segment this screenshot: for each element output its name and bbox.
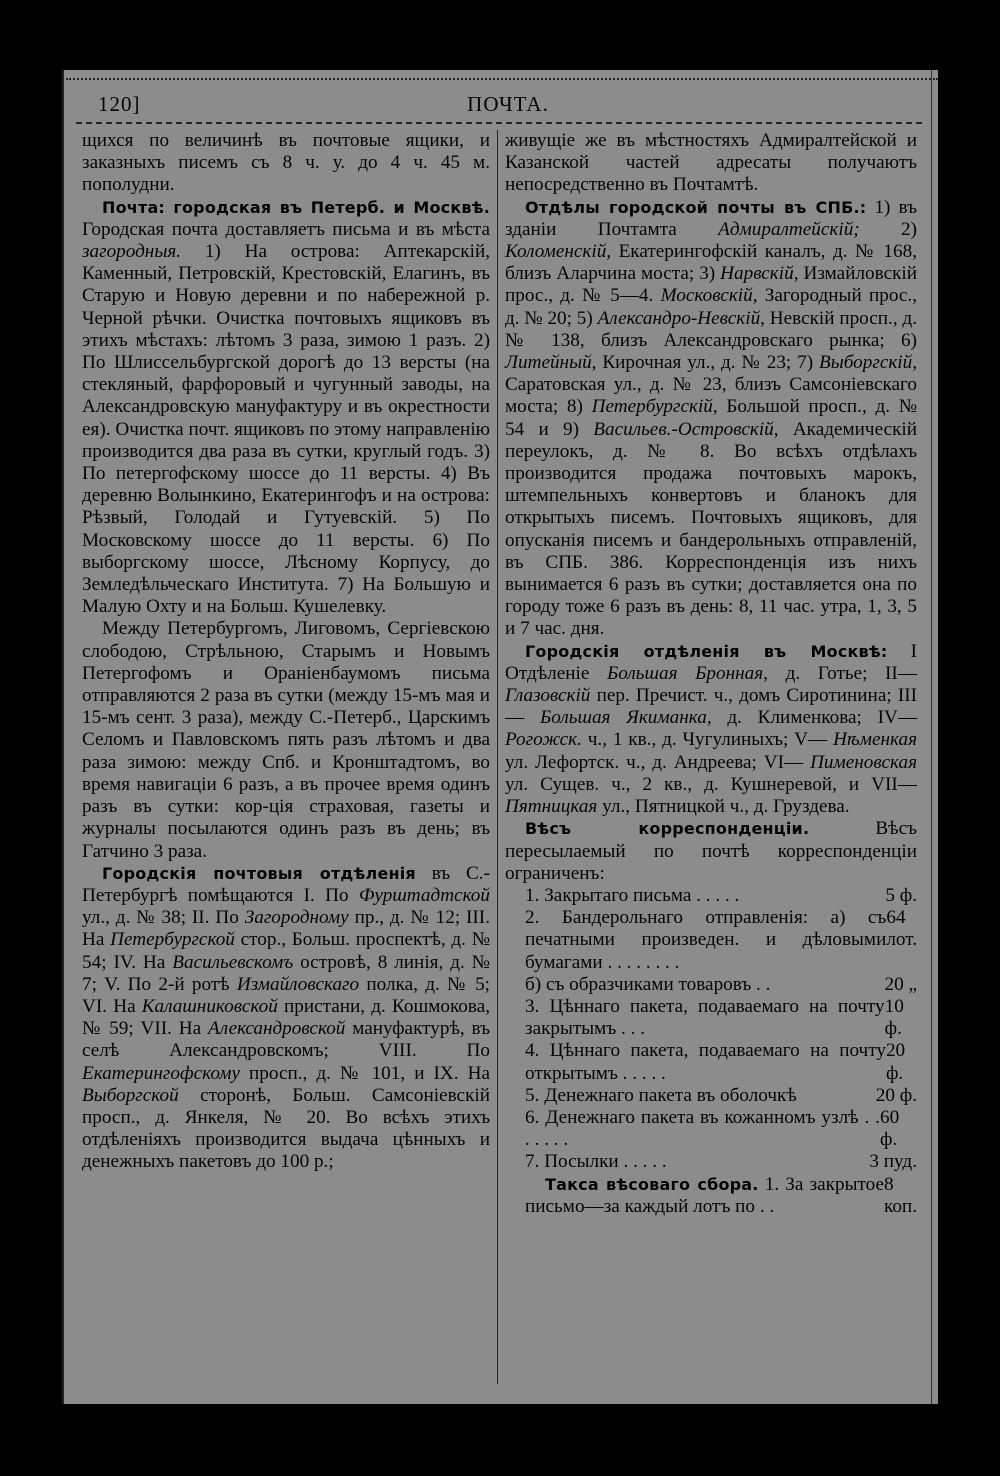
page-title: ПОЧТА. — [467, 92, 549, 116]
column-divider — [497, 130, 498, 1384]
paragraph: Городскія отдѣленія въ Москвѣ: I Отдѣленіе Большая Бронная, д. Готье; II— Глазовскій пер. Пречист. ч., домъ Сиротинина; III— Большая Якиманка, д. Клименкова; IV— Рогожск. ч., 1 кв., д. Чугулиныхъ; V— Нѣменкая ул. Лефортск. ч., д. Андреева; VI— Пименовская ул. Сущев. ч., 2 кв., д. Кушнеревой, и VII— Пятницкая ул., Пятницкой ч., д. Груздева. — [505, 640, 918, 818]
paragraph: Почта: городская въ Петерб. и Москвѣ. Городская почта доставляетъ письма и въ мѣста загородныя. 1) На острова: Аптекарскій, Каменный, Петровскій, Крестовскій, Елагинъ, въ Старую и Новую деревни и по набережной р. Черной рѣчки. Очистка почтовыхъ ящиковъ въ этихъ мѣстахъ: лѣтомъ 3 раза, зимою 1 разъ. 2) По Шлиссельбургской дорогѣ до 13 версты (на стекляный, фарфоровый и чугунный заводы, на Александровскую мануфактуру и въ окрестности ея). Очистка почт. ящиковъ по этому направленію производится два раза въ сутки, круглый годъ. 3) По петергофскому шоссе до 11 версты. 4) Въ деревню Волынкино, Екатерингофъ и на острова: Рѣзвый, Голодай и Гутуевскій. 5) По Московскому шоссе до 11 версты. 6) По выборгскому шоссе, Лѣсному Корпусу, до Земледѣльческаго Института. 7) На Большую и Малую Охту и на Больш. Кушелевку. — [82, 197, 491, 618]
page-right-border — [931, 70, 932, 1404]
list-item: 5. Денежнаго пакета въ оболочкѣ 20 ф. — [525, 1084, 917, 1106]
paragraph: щихся по величинѣ въ почтовые ящики, и заказныхъ писемъ съ 8 ч. у. до 4 ч. 45 м. пополудни. — [82, 130, 490, 196]
paragraph: Такса вѣсоваго сбора. 1. За закрытое письмо—за каждый лотъ по . . 8 коп. — [525, 1173, 917, 1217]
paragraph: Городскія почтовыя отдѣленія въ С.-Петербургѣ помѣщаются I. По Фурштадтской ул., д. № 38; II. По Загородному пр., д. № 12; III. На Петербургской стор., Больш. проспектѣ, д. № 54; IV. На Васильевскомъ островѣ, 8 линія, д. № 7; V. По 2-й ротѣ Измайловскаго полка, д. № 5; VI. На Калашниковской пристани, д. Кошмокова, № 59; VII. На Александровской мануфактурѣ, въ селѣ Александровскомъ; VIII. По Екатерингофскому просп., д. № 101, и IX. На Выборгской сторонѣ, Больш. Самсоніевскій просп., д. Янкеля, № 20. Во всѣхъ этихъ отдѣленіяхъ производится выдача цѣнныхъ и денежныхъ пакетовъ до 100 р.; — [82, 862, 491, 1173]
list-item: 4. Цѣннаго пакета, подаваемаго на почту открытымъ . . . . . 20 ф. — [525, 1040, 906, 1084]
section-heading: Отдѣлы городской почты въ СПБ.: — [525, 197, 867, 217]
list-item: 3. Цѣннаго пакета, подаваемаго на почту закрытымъ . . . 10 ф. — [525, 995, 904, 1040]
book-page — [62, 70, 938, 1404]
list-item: 6. Денежнаго пакета въ кожанномъ узлѣ . . . . . . . 60 ф. — [525, 1106, 900, 1151]
list-item: 2. Бандерольнаго отправленія: а) съ печатными произведен. и дѣловыми бумагами . . . . . . . . 64 лот. — [525, 907, 917, 973]
list-item: 7. Посылки . . . . . 3 пуд. — [525, 1151, 917, 1173]
section-heading: Почта: городская въ Петерб. и Москвѣ. — [102, 197, 490, 217]
list-item: 1. Закрытаго письма . . . . . 5 ф. — [525, 884, 917, 906]
left-column — [82, 130, 490, 1174]
paragraph: живущіе же въ мѣстностяхъ Адмиралтейской и Казанской частей адресаты получаютъ непосредственно въ Почтамтѣ. — [505, 130, 917, 196]
weight-limits-list — [505, 885, 917, 1174]
running-header — [98, 92, 918, 122]
paragraph: Отдѣлы городской почты въ СПБ.: 1) въ зданіи Почтамта Адмиралтейскій; 2) Коломенскій, Екатерингофскій каналъ, д. № 168, близъ Аларчина моста; 3) Нарвскій, Измайловскій прос., д. № 5—4. Московскій, Загородный прос., д. № 20; 5) Александро-Невскій, Невскій просп., д. № 138, близъ Александровскаго рынка; 6) Литейный, Кирочная ул., д. № 23; 7) Выборгскій, Саратовская ул., д. № 23, близъ Самсоніевскаго моста; 8) Петербургскій, Большой просп., д. № 54 и 9) Васильев.-Островскій, Академическій переулокъ, д. № 8. Во всѣхъ отдѣлахъ производится продажа почтовыхъ марокъ, штемпельныхъ конвертовъ и бланокъ для открытыхъ писемъ. Почтовыхъ ящиковъ, для опусканія писемъ и бандерольныхъ отправленій, въ СПБ. 386. Корреспонденція изъ нихъ вынимается 6 разъ въ сутки; доставляется она по городу тоже 6 разъ въ день: 8, 11 час. утра, 1, 3, 5 и 7 час. дня. — [505, 196, 918, 640]
section-heading: Городскія отдѣленія въ Москвѣ: — [525, 641, 888, 661]
top-decorative-rule — [66, 78, 938, 83]
section-heading: Вѣсъ корреспонденціи. — [525, 819, 810, 839]
section-heading: Такса вѣсоваго сбора. — [545, 1174, 759, 1194]
list-item: б) съ образчиками товаровъ . . 20 „ — [525, 973, 917, 995]
section-heading: Городскія почтовыя отдѣленія — [102, 863, 416, 883]
paragraph: Вѣсъ корреспонденціи. Вѣсъ пересылаемый по почтѣ корреспонденціи ограниченъ: — [505, 818, 918, 884]
page-left-border — [62, 70, 64, 1404]
page-number: 120] — [98, 92, 141, 116]
paragraph: Между Петербургомъ, Лиговомъ, Сергіевскою слободою, Стрѣльною, Старымъ и Новымъ Петергофомъ и Ораніенбаумомъ письма отправляются 2 раза въ сутки (между 15-мъ мая и 15-мъ сент. 3 раза), между С.-Петерб., Царскимъ Селомъ и Павловскомъ пять разъ лѣтомъ и два раза зимою: между Спб. и Кронштадтомъ, во время навигаціи 6 разъ, а въ прочее время одинъ разъ въ сутки: кор-ція страховая, газеты и журналы посылаются одинъ разъ въ день; въ Гатчино 3 раза. — [82, 618, 490, 862]
right-column — [505, 130, 917, 1218]
header-rule — [76, 122, 922, 128]
